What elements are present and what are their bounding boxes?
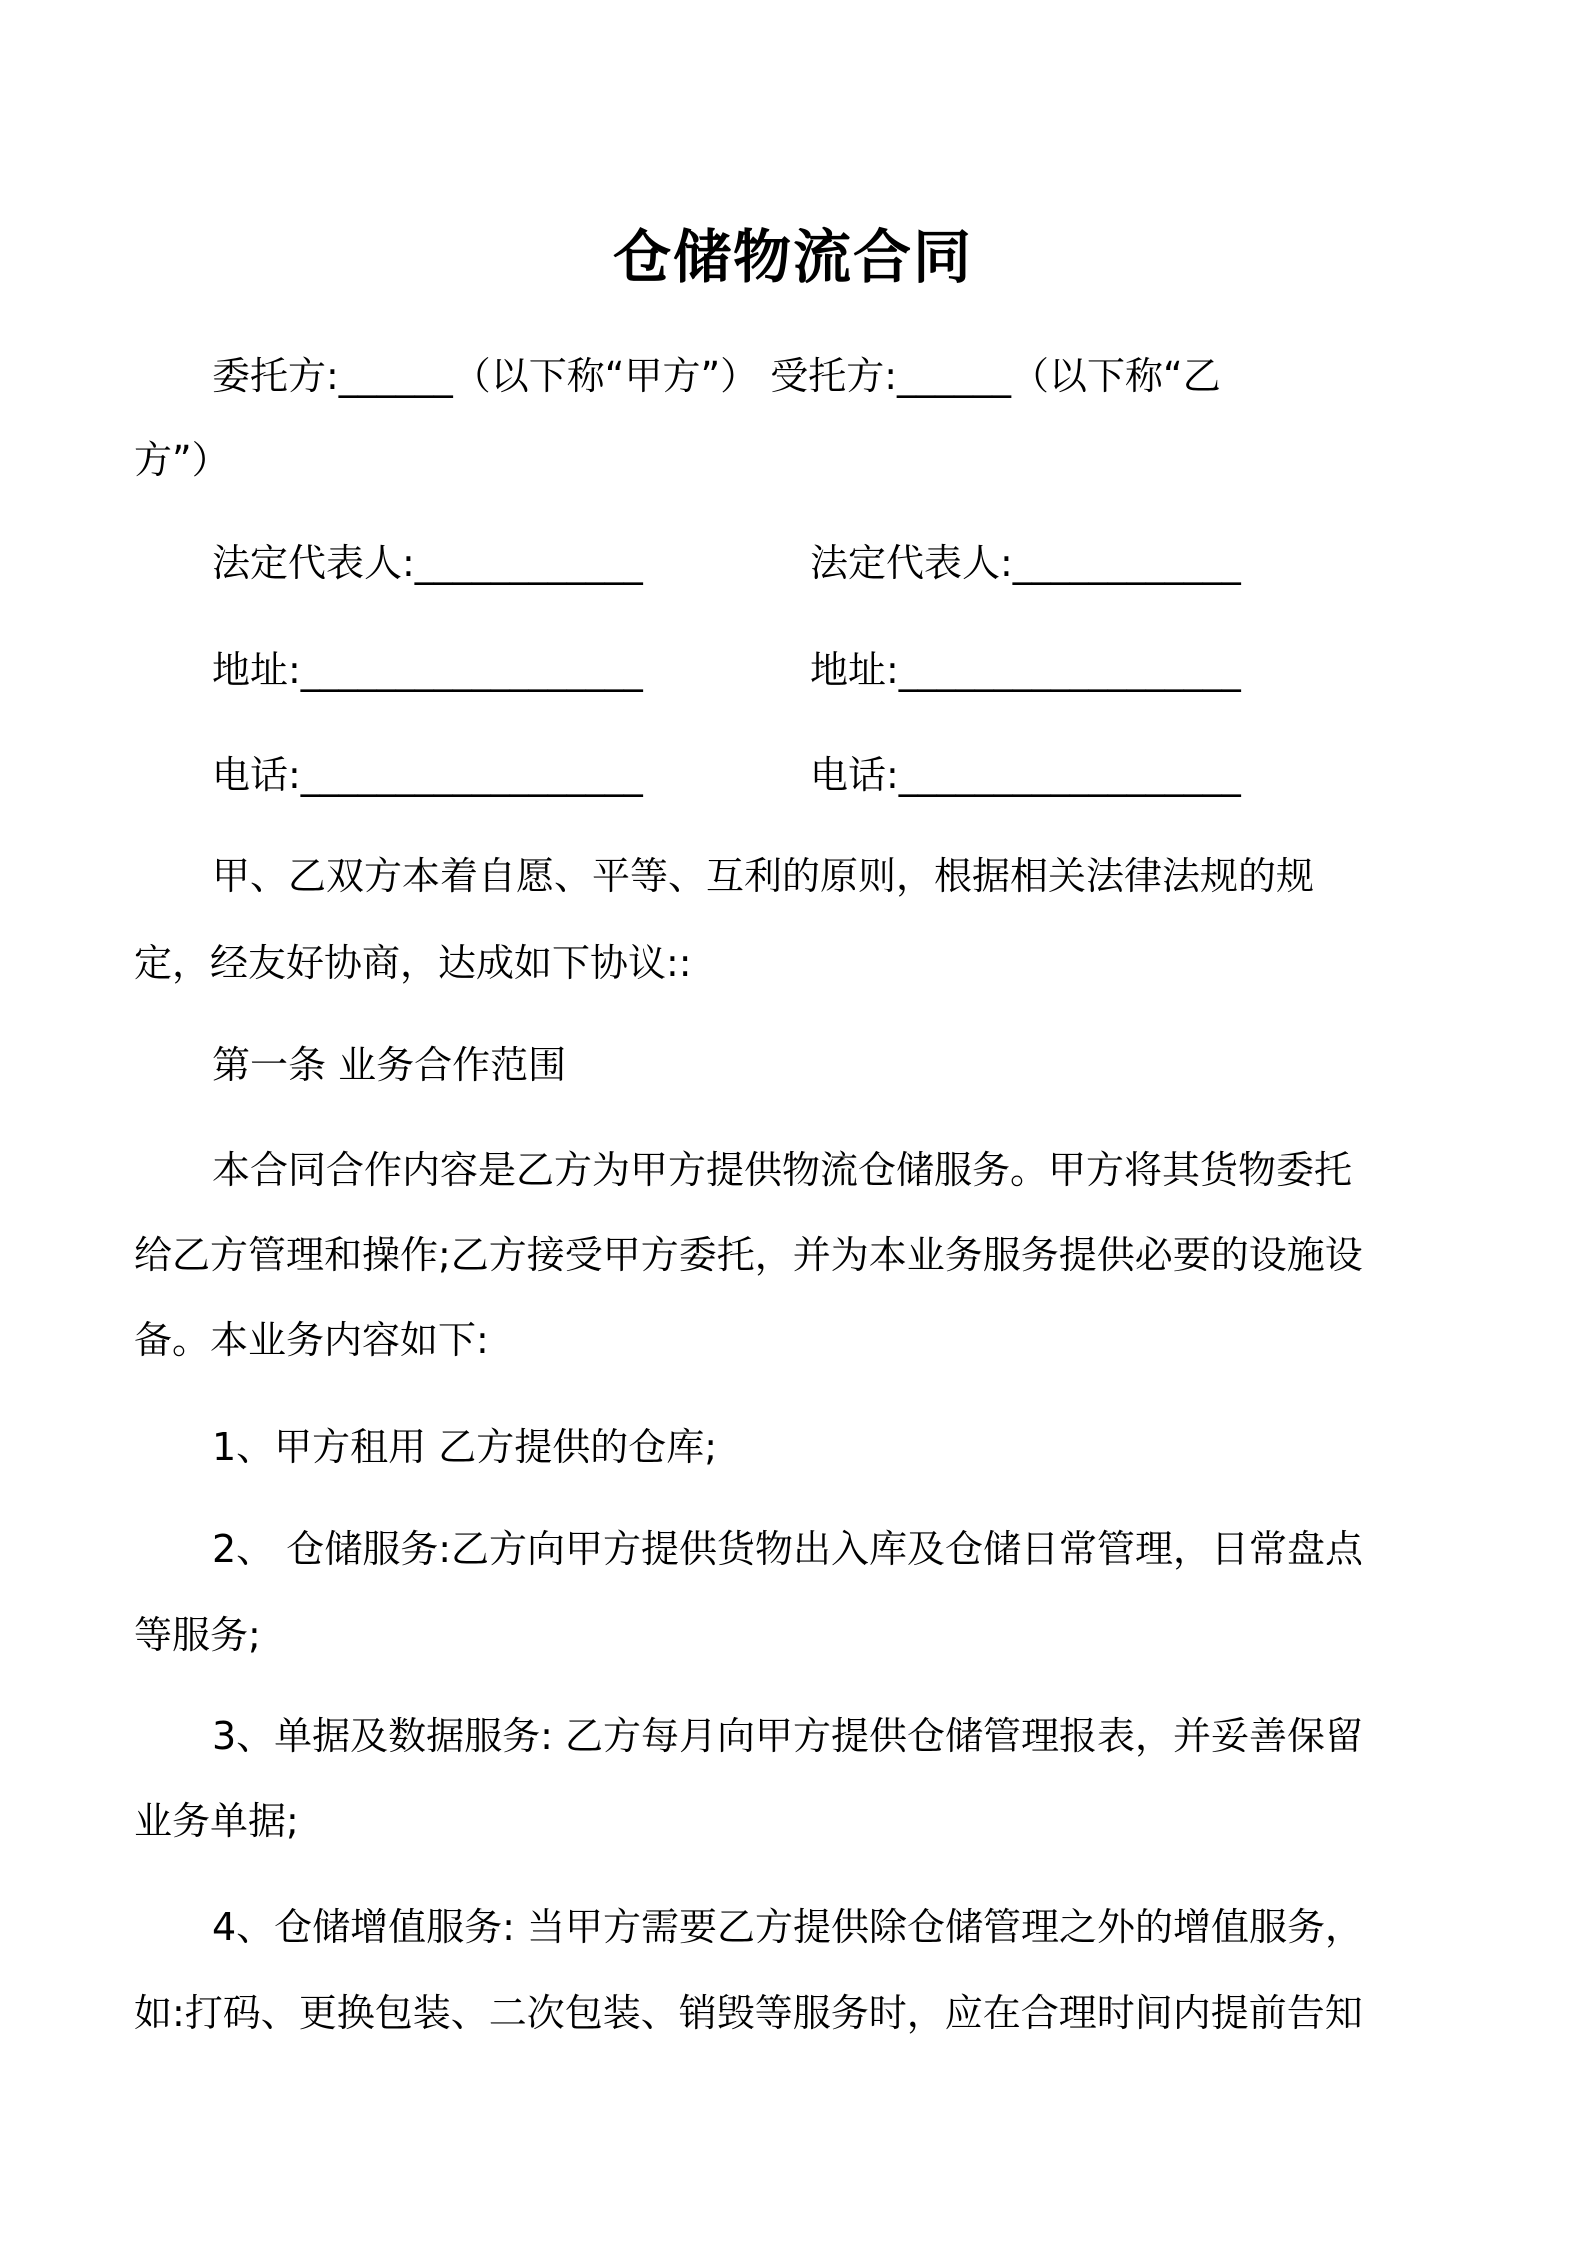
paragraph-line: 备。本业务内容如下: [134, 1318, 489, 1362]
party-a-phone: 电话:__________________ [212, 753, 643, 797]
article-heading: 第一条 业务合作范围 [212, 1043, 567, 1087]
page-title: 仓储物流合同 [612, 223, 973, 291]
list-item-2: 2、 仓储服务:乙方向甲方提供货物出入库及仓储日常管理，日常盘点 [212, 1527, 1364, 1571]
list-item-1: 1、甲方租用 乙方提供的仓库; [212, 1425, 718, 1469]
party-a-address: 地址:__________________ [212, 648, 643, 692]
party-a-representative: 法定代表人:____________ [212, 541, 643, 585]
list-item-4: 4、仓储增值服务: 当甲方需要乙方提供除仓储管理之外的增值服务， [212, 1905, 1364, 1949]
list-item-2-continued: 等服务; [134, 1613, 261, 1657]
party-b-representative: 法定代表人:____________ [810, 541, 1241, 585]
parties-line: 委托方:______（以下称“甲方”） 受托方:______（以下称“乙 [212, 354, 1221, 398]
list-item-3-continued: 业务单据; [134, 1799, 299, 1843]
party-b-phone: 电话:__________________ [810, 753, 1241, 797]
preamble-line-2: 定，经友好协商，达成如下协议:: [134, 941, 692, 985]
preamble-line-1: 甲、乙双方本着自愿、平等、互利的原则，根据相关法律法规的规 [212, 854, 1315, 898]
party-b-address: 地址:__________________ [810, 648, 1241, 692]
paragraph-line: 给乙方管理和操作;乙方接受甲方委托，并为本业务服务提供必要的设施设 [134, 1233, 1363, 1277]
parties-line-continued: 方”） [134, 438, 230, 482]
list-item-3: 3、单据及数据服务: 乙方每月向甲方提供仓储管理报表，并妥善保留 [212, 1714, 1364, 1758]
paragraph-line: 本合同合作内容是乙方为甲方提供物流仓储服务。甲方将其货物委托 [212, 1148, 1353, 1192]
list-item-4-continued: 如:打码、更换包装、二次包装、销毁等服务时，应在合理时间内提前告知 [134, 1991, 1363, 2035]
